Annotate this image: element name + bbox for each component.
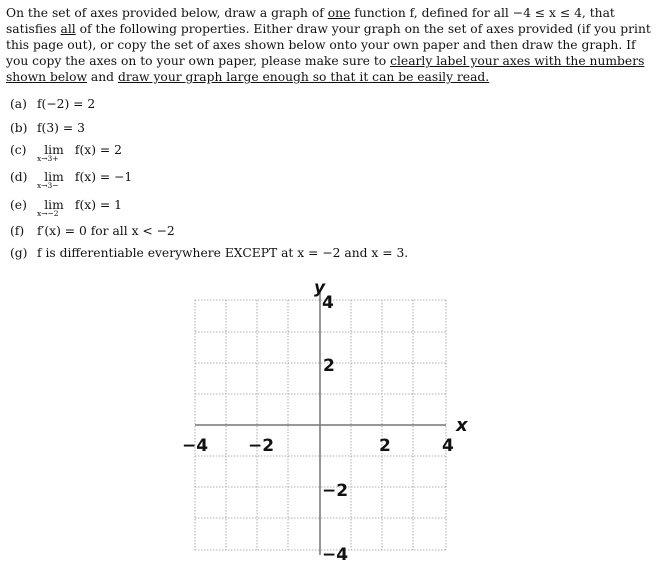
property-c: (c) lim x→3+ f(x) = 2 bbox=[10, 143, 122, 163]
coordinate-grid bbox=[180, 280, 480, 575]
x-tick-label: 4 bbox=[442, 436, 454, 456]
property-e: (e) lim x→−2 f(x) = 1 bbox=[10, 198, 122, 218]
x-tick-label: −4 bbox=[182, 436, 209, 456]
property-a: (a) f(−2) = 2 bbox=[10, 97, 96, 111]
intro-text: of the following properties. Either draw your graph on the set of axes provided (if you print this page out), or copy the set of axes shown below onto your own paper and then draw the graph. If you copy the axes on to your own paper, please make sure to bbox=[6, 22, 651, 69]
intro-emphasis-all: all bbox=[60, 22, 76, 37]
intro-emphasis-draw-large: draw your graph large enough so that it can be easily read. bbox=[117, 70, 490, 85]
intro-text: function f, defined for all −4 ≤ x ≤ 4, that satisfies bbox=[6, 6, 615, 37]
intro-text: On the set of axes provided below, draw a graph of bbox=[6, 6, 328, 20]
y-tick-label: 2 bbox=[323, 356, 335, 376]
property-g: (g) f is differentiable everywhere EXCEPT at x = −2 and x = 3. bbox=[10, 246, 409, 260]
x-axis-label: x bbox=[456, 415, 468, 436]
intro-emphasis-one: one bbox=[327, 6, 351, 20]
property-b: (b) f(3) = 3 bbox=[10, 121, 85, 135]
y-tick-label: −4 bbox=[322, 545, 349, 565]
property-d: (d) lim x→3− f(x) = −1 bbox=[10, 170, 133, 190]
intro-emphasis-label-axes: clearly label your axes with the numbers shown below bbox=[6, 54, 645, 85]
property-f: (f) f′(x) = 0 for all x < −2 bbox=[10, 224, 175, 238]
y-tick-label: 4 bbox=[322, 293, 334, 313]
y-tick-label: −2 bbox=[322, 481, 349, 501]
y-axis-label: y bbox=[314, 280, 326, 298]
x-tick-label: −2 bbox=[248, 436, 275, 456]
x-tick-label: 2 bbox=[379, 436, 391, 456]
intro-text: and bbox=[87, 70, 118, 85]
instructions bbox=[6, 5, 656, 85]
